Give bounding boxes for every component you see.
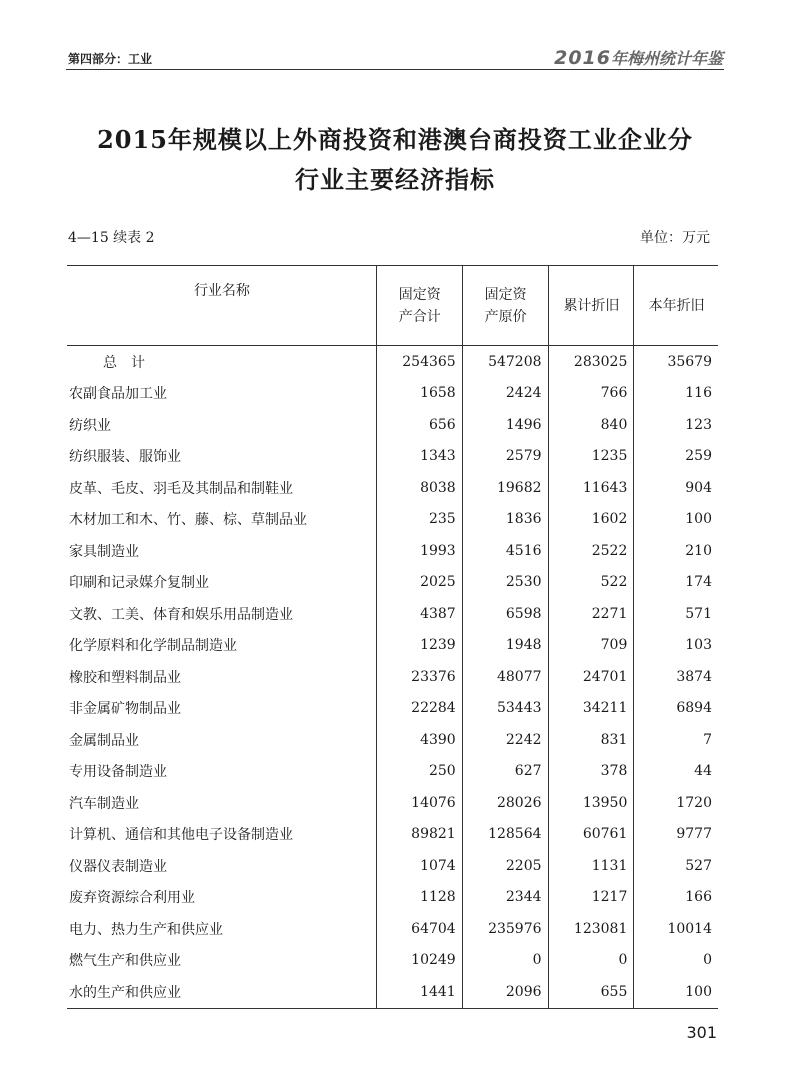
cell-value: 283025 [548, 346, 634, 378]
data-table [67, 265, 718, 1009]
row-name: 纺织业 [69, 417, 111, 434]
cell-value: 6894 [634, 693, 718, 725]
column-header-fixed-assets-total [376, 266, 462, 346]
cell-value: 64704 [376, 913, 462, 945]
row-name: 家具制造业 [69, 543, 139, 560]
page-number: 301 [686, 1023, 717, 1042]
page-title [66, 120, 724, 200]
cell-value: 10249 [376, 945, 462, 977]
cell-value: 174 [634, 567, 718, 599]
title-line-2: 行业主要经济指标 [295, 165, 495, 194]
cell-value: 6598 [462, 598, 548, 630]
table-row [67, 409, 718, 441]
cell-value: 2522 [548, 535, 634, 567]
cell-value: 4390 [376, 724, 462, 756]
cell-value: 23376 [376, 661, 462, 693]
table-row [67, 756, 718, 788]
cell-value: 210 [634, 535, 718, 567]
cell-value: 1948 [462, 630, 548, 662]
row-name: 汽车制造业 [69, 795, 139, 812]
cell-value: 48077 [462, 661, 548, 693]
cell-value: 60761 [548, 819, 634, 851]
cell-value: 22284 [376, 693, 462, 725]
table-row [67, 661, 718, 693]
cell-value: 103 [634, 630, 718, 662]
table-row [67, 378, 718, 410]
cell-value: 627 [462, 756, 548, 788]
cell-value: 1131 [548, 850, 634, 882]
table-row [67, 598, 718, 630]
column-header-text: 产原价 [484, 308, 527, 325]
row-name: 燃气生产和供应业 [69, 953, 181, 970]
row-name: 纺织服装、服饰业 [69, 449, 181, 466]
cell-value: 0 [634, 945, 718, 977]
unit-label: 单位：万元 [640, 230, 710, 246]
cell-value: 1658 [376, 378, 462, 410]
cell-value: 89821 [376, 819, 462, 851]
yearbook-year: 2016 [554, 47, 611, 69]
cell-value: 24701 [548, 661, 634, 693]
cell-value: 11643 [548, 472, 634, 504]
cell-value: 378 [548, 756, 634, 788]
cell-value: 709 [548, 630, 634, 662]
row-name: 非金属矿物制品业 [69, 701, 181, 718]
table-row [67, 976, 718, 1008]
row-name: 仪器仪表制造业 [69, 858, 167, 875]
cell-value: 1343 [376, 441, 462, 473]
row-name: 皮革、毛皮、羽毛及其制品和制鞋业 [69, 480, 293, 497]
cell-value: 123 [634, 409, 718, 441]
cell-value: 547208 [462, 346, 548, 378]
cell-value: 2242 [462, 724, 548, 756]
cell-value: 4516 [462, 535, 548, 567]
table-body [67, 346, 718, 1009]
title-line-1: 2015年规模以上外商投资和港澳台商投资工业企业分 [97, 125, 693, 154]
table-row [67, 504, 718, 536]
cell-value: 1602 [548, 504, 634, 536]
cell-value: 116 [634, 378, 718, 410]
cell-value: 522 [548, 567, 634, 599]
table-row [67, 945, 718, 977]
cell-value: 655 [548, 976, 634, 1008]
cell-value: 100 [634, 504, 718, 536]
column-header-text: 产合计 [398, 308, 441, 325]
column-header-text: 固定资 [398, 286, 441, 303]
cell-value: 2579 [462, 441, 548, 473]
row-name: 木材加工和木、竹、藤、棕、草制品业 [69, 512, 307, 529]
table-row [67, 567, 718, 599]
cell-value: 53443 [462, 693, 548, 725]
cell-value: 571 [634, 598, 718, 630]
table-row-total [67, 346, 718, 378]
cell-value: 250 [376, 756, 462, 788]
row-name: 橡胶和塑料制品业 [69, 669, 181, 686]
yearbook-header [554, 46, 723, 69]
cell-value: 19682 [462, 472, 548, 504]
cell-value: 840 [548, 409, 634, 441]
table-header-row [67, 266, 718, 346]
cell-value: 2530 [462, 567, 548, 599]
table-row [67, 693, 718, 725]
cell-value: 766 [548, 378, 634, 410]
cell-value: 128564 [462, 819, 548, 851]
cell-value: 100 [634, 976, 718, 1008]
cell-value: 44 [634, 756, 718, 788]
cell-value: 1128 [376, 882, 462, 914]
table-id: 4—15 续表 2 [68, 230, 155, 246]
row-name: 印刷和记录媒介复制业 [69, 575, 209, 592]
table-row [67, 882, 718, 914]
column-header-accumulated-depreciation: 累计折旧 [548, 266, 634, 346]
row-name: 电力、热力生产和供应业 [69, 921, 223, 938]
row-name: 水的生产和供应业 [67, 976, 376, 1008]
column-header-current-depreciation: 本年折旧 [634, 266, 718, 346]
cell-value: 2271 [548, 598, 634, 630]
header-rule [66, 69, 724, 70]
table-row [67, 819, 718, 851]
row-name: 农副食品加工业 [69, 386, 167, 403]
cell-value: 0 [462, 945, 548, 977]
cell-value: 235976 [462, 913, 548, 945]
cell-value: 527 [634, 850, 718, 882]
cell-value: 831 [548, 724, 634, 756]
cell-value: 2205 [462, 850, 548, 882]
table-row [67, 630, 718, 662]
cell-value: 2424 [462, 378, 548, 410]
row-name: 金属制品业 [69, 732, 139, 749]
column-header-original-value [462, 266, 548, 346]
row-name: 文教、工美、体育和娱乐用品制造业 [69, 606, 293, 623]
cell-value: 1235 [548, 441, 634, 473]
cell-value: 1993 [376, 535, 462, 567]
cell-value: 2025 [376, 567, 462, 599]
column-header-text: 固定资 [484, 286, 527, 303]
yearbook-title: 年梅州统计年鉴 [610, 49, 723, 68]
cell-value: 1239 [376, 630, 462, 662]
cell-value: 7 [634, 724, 718, 756]
table-row [67, 472, 718, 504]
table-row [67, 913, 718, 945]
cell-value: 4387 [376, 598, 462, 630]
cell-value: 2344 [462, 882, 548, 914]
row-name: 专用设备制造业 [69, 764, 167, 781]
cell-value: 10014 [634, 913, 718, 945]
cell-value: 235 [376, 504, 462, 536]
cell-value: 254365 [376, 346, 462, 378]
row-name: 废弃资源综合利用业 [69, 890, 195, 907]
cell-value: 28026 [462, 787, 548, 819]
section-header: 第四部分：工业 [68, 52, 153, 66]
cell-value: 656 [376, 409, 462, 441]
cell-value: 8038 [376, 472, 462, 504]
table-row [67, 787, 718, 819]
cell-value: 904 [634, 472, 718, 504]
table-row [67, 441, 718, 473]
cell-value: 1496 [462, 409, 548, 441]
cell-value: 13950 [548, 787, 634, 819]
column-header-name: 行业名称 [67, 266, 376, 346]
row-name: 总计 [103, 354, 159, 371]
row-name: 化学原料和化学制品制造业 [69, 638, 237, 655]
cell-value: 35679 [634, 346, 718, 378]
cell-value: 34211 [548, 693, 634, 725]
cell-value: 3874 [634, 661, 718, 693]
cell-value: 1720 [634, 787, 718, 819]
cell-value: 1441 [376, 976, 462, 1008]
cell-value: 0 [548, 945, 634, 977]
cell-value: 166 [634, 882, 718, 914]
table-row [67, 535, 718, 567]
row-name: 计算机、通信和其他电子设备制造业 [69, 827, 293, 844]
cell-value: 123081 [548, 913, 634, 945]
table-row [67, 724, 718, 756]
cell-value: 259 [634, 441, 718, 473]
cell-value: 14076 [376, 787, 462, 819]
cell-value: 9777 [634, 819, 718, 851]
cell-value: 1217 [548, 882, 634, 914]
cell-value: 1836 [462, 504, 548, 536]
cell-value: 2096 [462, 976, 548, 1008]
cell-value: 1074 [376, 850, 462, 882]
table-row [67, 850, 718, 882]
